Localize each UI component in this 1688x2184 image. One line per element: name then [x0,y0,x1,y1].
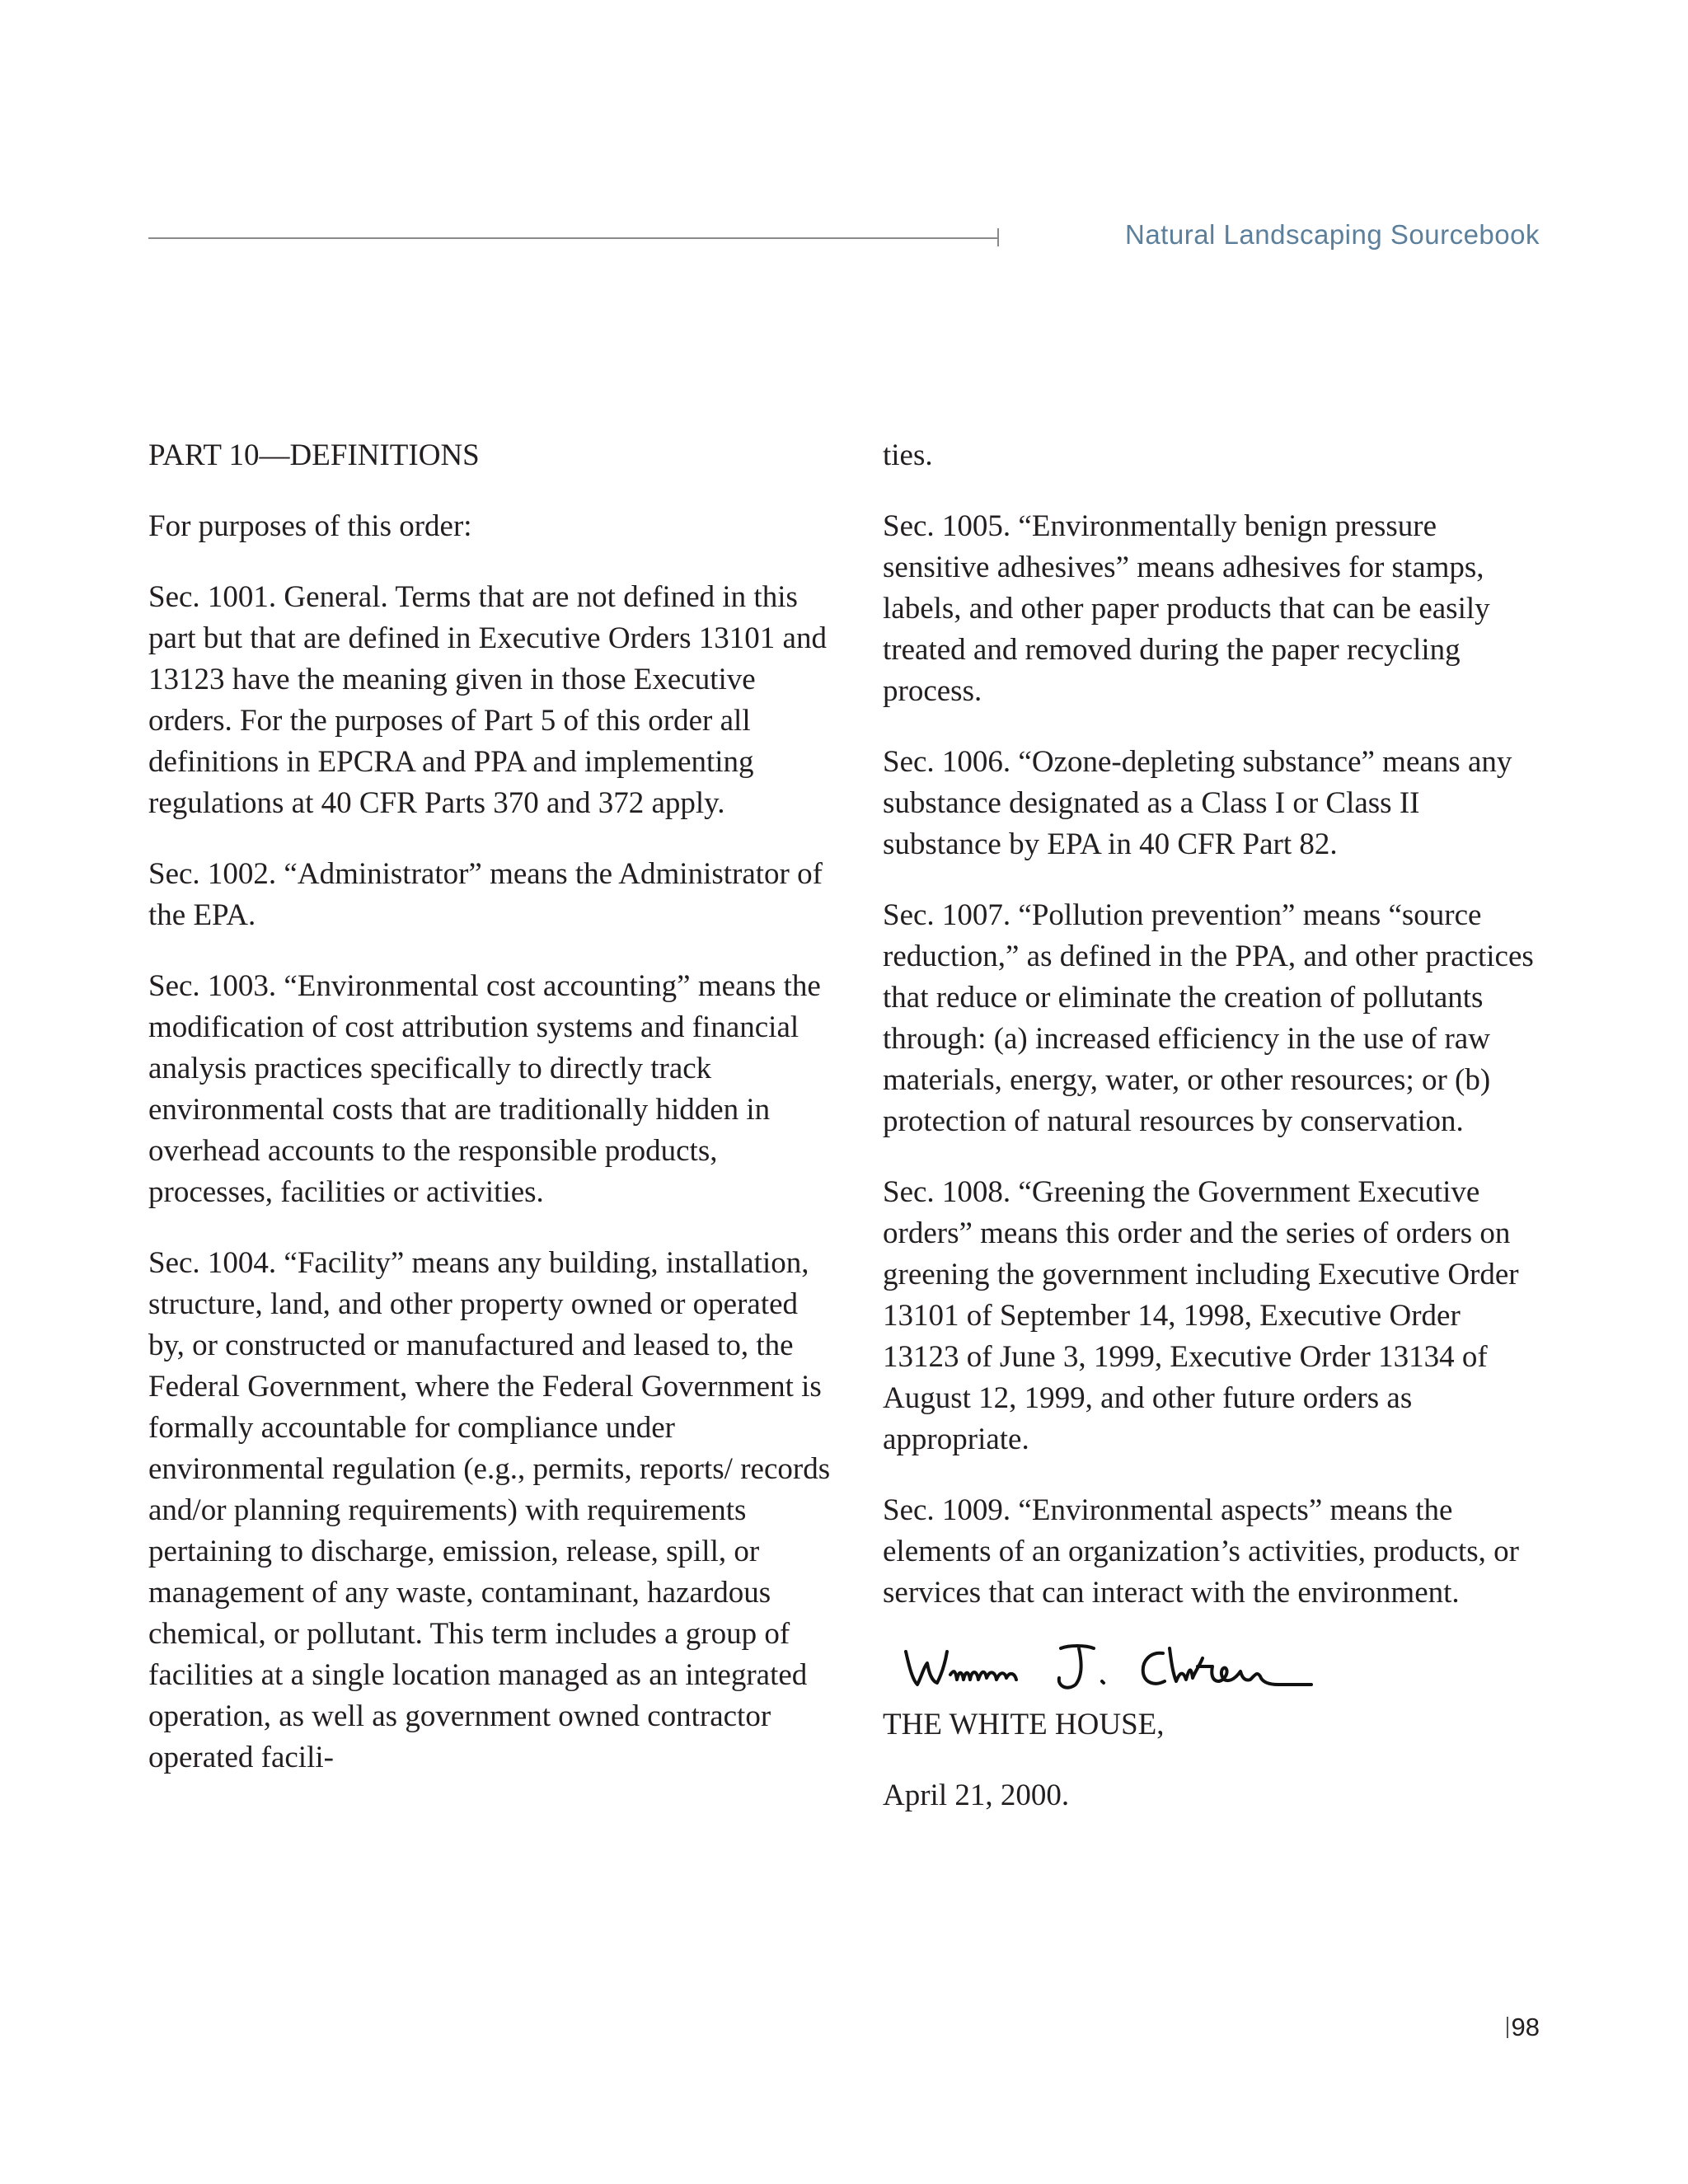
section-1004: Sec. 1004. “Facility” means any building, installation, structure, land, and other property owned or operated by, or constructed or manufactured and leased to, the Federal Government, where the Federal Government is formally accountable for compliance under environmental regulation (e.g., permits, reports/ records and/or planning requirements) with requirements pertaining to discharge, emission, release, spill, or management of any waste, contaminant, hazardous chemical, or pollutant. This term includes a group of facilities at a single location managed as an integrated operation, as well as government owned contractor operated facili- [148,1246,831,1774]
signature-image [899,1633,1328,1704]
header-rule-tick [997,228,999,246]
section-1008: Sec. 1008. “Greening the Government Executive orders” means this order and the series of orders on greening the government including Executive Order 13101 of September 14, 1998, Executive Order 13123 of June 3, 1999, Executive Order 13134 of August 12, 1999, and other future orders as appropriate. [883,1175,1519,1456]
section-1007: Sec. 1007. “Pollution prevention” means “source reduction,” as defined in the PPA, and other practices that reduce or eliminate the creation of pollutants through: (a) increased efficiency in the use of raw materials, energy, water, or other resources; or (b) protection of natural resources by conservation. [883,898,1534,1138]
section-1003: Sec. 1003. “Environmental cost accounting” means the modification of cost attribution systems and financial analysis practices specifically to directly track environmental costs that are traditionally hidden in overhead accounts to the responsible products, processes, facilities or activities. [148,969,821,1209]
intro-paragraph: For purposes of this order: [148,509,472,543]
running-header-title: Natural Landscaping Sourcebook [1125,219,1540,250]
page-number [1507,2013,1540,2042]
header-rule [148,237,997,239]
signature-place: THE WHITE HOUSE, [883,1708,1165,1741]
signature-date: April 21, 2000. [883,1779,1070,1812]
section-1006: Sec. 1006. “Ozone-depleting substance” means any substance designated as a Class I or Class II substance by EPA in 40 CFR Part 82. [883,745,1512,861]
page-number-divider [1507,2017,1508,2038]
page-number-value: 98 [1511,2013,1540,2041]
right-column [883,435,1542,1846]
section-1009: Sec. 1009. “Environmental aspects” means the elements of an organization’s activities, products, or services that can interact with the environment. [883,1493,1519,1610]
section-1005: Sec. 1005. “Environmentally benign pressure sensitive adhesives” means adhesives for stamps, labels, and other paper products that can be easily treated and removed during the paper recycling process. [883,509,1490,708]
section-1001: Sec. 1001. General. Terms that are not defined in this part but that are defined in Executive Orders 13101 and 13123 have the meaning given in those Executive orders. For the purposes of Part 5 of this order all definitions in EPCRA and PPA and implementing regulations at 40 CFR Parts 370 and 372 apply. [148,580,827,820]
left-column [148,435,832,1808]
section-1002: Sec. 1002. “Administrator” means the Administrator of the EPA. [148,857,823,932]
part-heading: PART 10—DEFINITIONS [148,438,480,472]
section-1004-continuation: ties. [883,438,933,472]
